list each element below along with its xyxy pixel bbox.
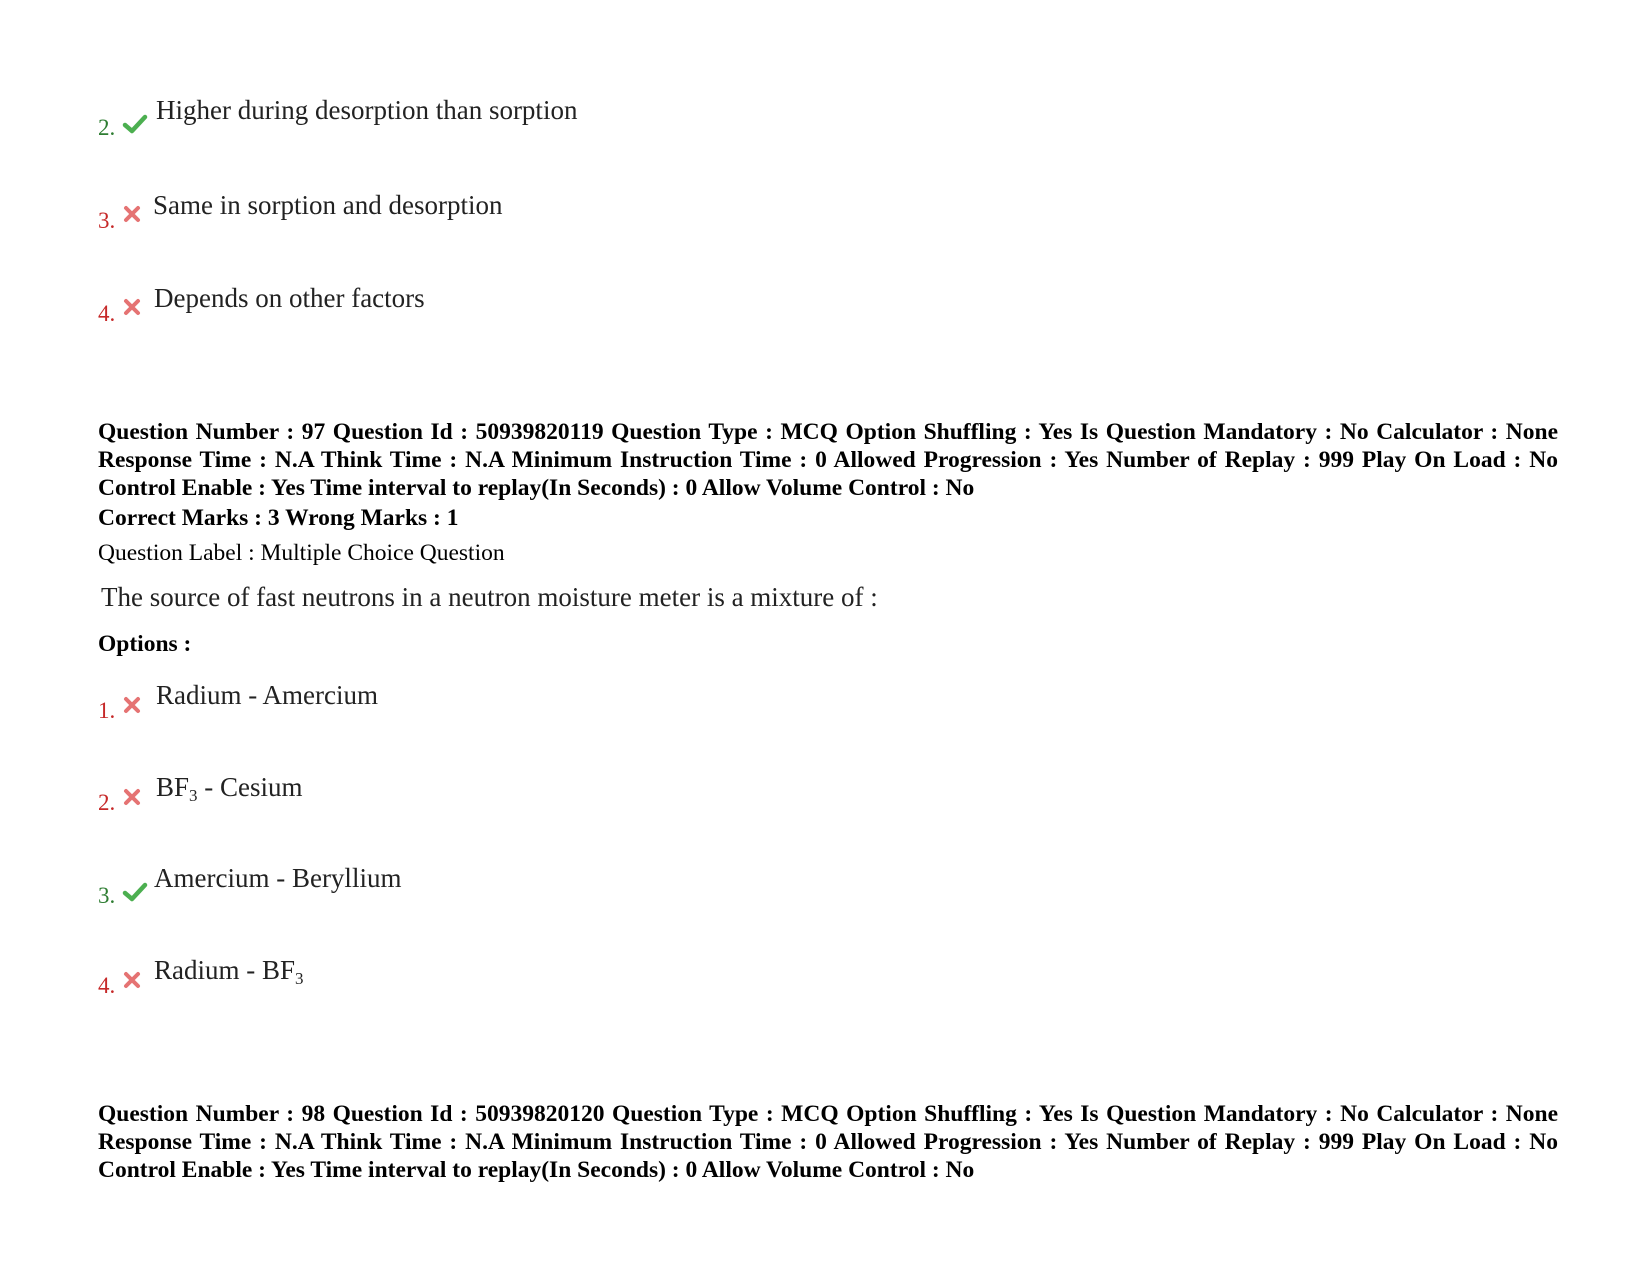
question-marks: Correct Marks : 3 Wrong Marks : 1	[98, 505, 459, 531]
option-text: Amercium - Beryllium	[154, 863, 402, 893]
option-number: 4.	[98, 301, 116, 326]
option-number: 1.	[98, 698, 116, 723]
option-text: Depends on other factors	[154, 283, 425, 313]
option-text-suffix: - Cesium	[197, 772, 303, 802]
option-text: Higher during desorption than sorption	[156, 95, 578, 125]
check-icon	[122, 111, 148, 137]
option-number: 3.	[98, 883, 116, 908]
cross-icon	[123, 696, 141, 714]
option-text: Radium - Amercium	[156, 680, 378, 710]
cross-icon	[123, 205, 141, 223]
cross-icon	[123, 788, 141, 806]
check-icon	[122, 879, 148, 905]
option-number: 3.	[98, 208, 116, 233]
question-label: Question Label : Multiple Choice Question	[98, 540, 505, 566]
option-text	[154, 955, 304, 989]
option-text	[156, 772, 303, 806]
cross-icon	[123, 971, 141, 989]
option-text-main: BF	[156, 772, 190, 802]
question-text: The source of fast neutrons in a neutron moisture meter is a mixture of :	[101, 582, 878, 612]
cross-icon	[123, 298, 141, 316]
option-text-main: Radium - BF	[154, 955, 296, 985]
question-meta: Question Number : 98 Question Id : 50939820120 Question Type : MCQ Option Shuffling : Yes Is Question Mandatory : No Calculator : None Response Time : N.A Think Time : N.A Minimum Instruction Time : 0 Allowed Progression : Yes Number of Replay : 999 Play On Load : No Control Enable : Yes Time interval to replay(In Seconds) : 0 Allow Volume Control : No	[98, 1101, 1558, 1183]
option-text: Same in sorption and desorption	[153, 190, 503, 220]
option-number: 4.	[98, 973, 116, 998]
subscript: 3	[295, 969, 304, 988]
question-meta: Question Number : 97 Question Id : 50939820119 Question Type : MCQ Option Shuffling : Yes Is Question Mandatory : No Calculator : None Response Time : N.A Think Time : N.A Minimum Instruction Time : 0 Allowed Progression : Yes Number of Replay : 999 Play On Load : No Control Enable : Yes Time interval to replay(In Seconds) : 0 Allow Volume Control : No	[98, 419, 1558, 501]
subscript: 3	[189, 786, 198, 805]
option-number: 2.	[98, 115, 116, 140]
options-heading: Options :	[98, 631, 192, 657]
option-number: 2.	[98, 790, 116, 815]
